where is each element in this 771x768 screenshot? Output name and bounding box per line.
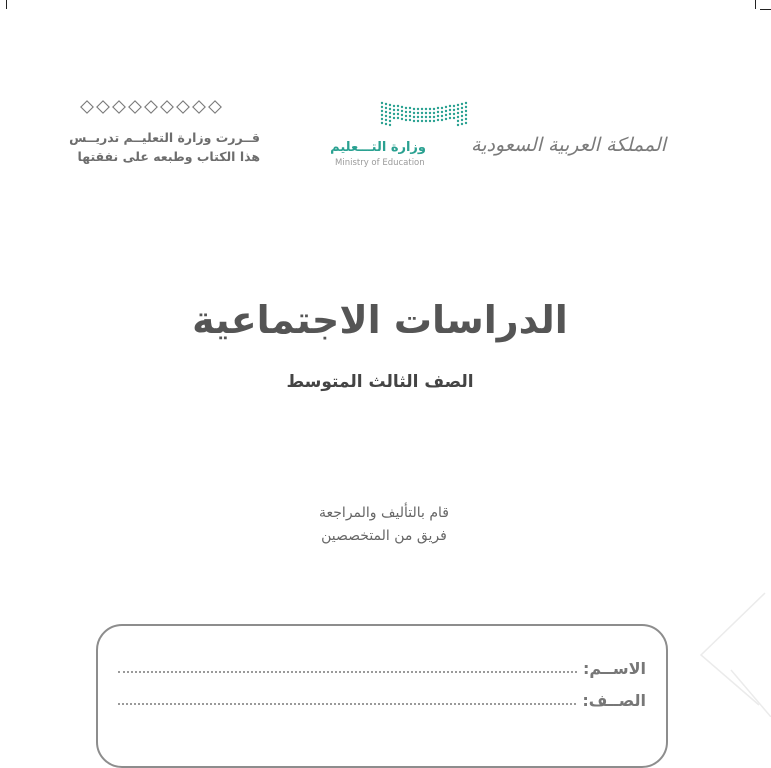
- book-title: الدراسات الاجتماعية: [192, 298, 568, 342]
- diamond-icon: [208, 100, 222, 114]
- diamond-border-ornament: [80, 100, 260, 116]
- crop-mark: [6, 0, 7, 9]
- diamond-icon: [176, 100, 190, 114]
- crop-mark: [755, 0, 756, 9]
- name-dotted-line[interactable]: [118, 671, 577, 673]
- authors-credit: [0, 502, 768, 548]
- class-field[interactable]: [118, 686, 646, 710]
- decorative-lines: [681, 585, 771, 717]
- ministry-name-ar: وزارة التـــعليم: [330, 140, 426, 155]
- diamond-icon: [128, 100, 142, 114]
- ministry-approval-note: [69, 128, 260, 166]
- name-label: الاســم:: [582, 659, 646, 678]
- diamond-icon: [80, 100, 94, 114]
- crop-mark: [760, 9, 771, 10]
- ministry-name-en: Ministry of Education: [335, 158, 425, 168]
- class-label: الصــف:: [582, 691, 646, 710]
- kingdom-calligraphy-logo: [471, 128, 670, 170]
- class-dotted-line[interactable]: [118, 703, 576, 705]
- approval-line-2: هذا الكتاب وطبعه على نفقتها: [77, 149, 260, 164]
- student-info-card: [96, 624, 668, 768]
- diamond-icon: [96, 100, 110, 114]
- authors-line-2: فريق من المتخصصين: [321, 528, 447, 544]
- approval-line-1: قــررت وزارة التعليــم تدريــس: [69, 130, 260, 145]
- ministry-dots-icon: [380, 100, 470, 132]
- kingdom-name: المملكة العربية السعودية: [471, 134, 666, 156]
- diamond-icon: [192, 100, 206, 114]
- authors-line-1: قام بالتأليف والمراجعة: [319, 505, 449, 521]
- diamond-icon: [160, 100, 174, 114]
- name-field[interactable]: [118, 654, 646, 678]
- ministry-of-education-logo: [330, 100, 468, 170]
- diamond-icon: [144, 100, 158, 114]
- diamond-icon: [112, 100, 126, 114]
- grade-subtitle: الصف الثالث المتوسط: [286, 372, 474, 392]
